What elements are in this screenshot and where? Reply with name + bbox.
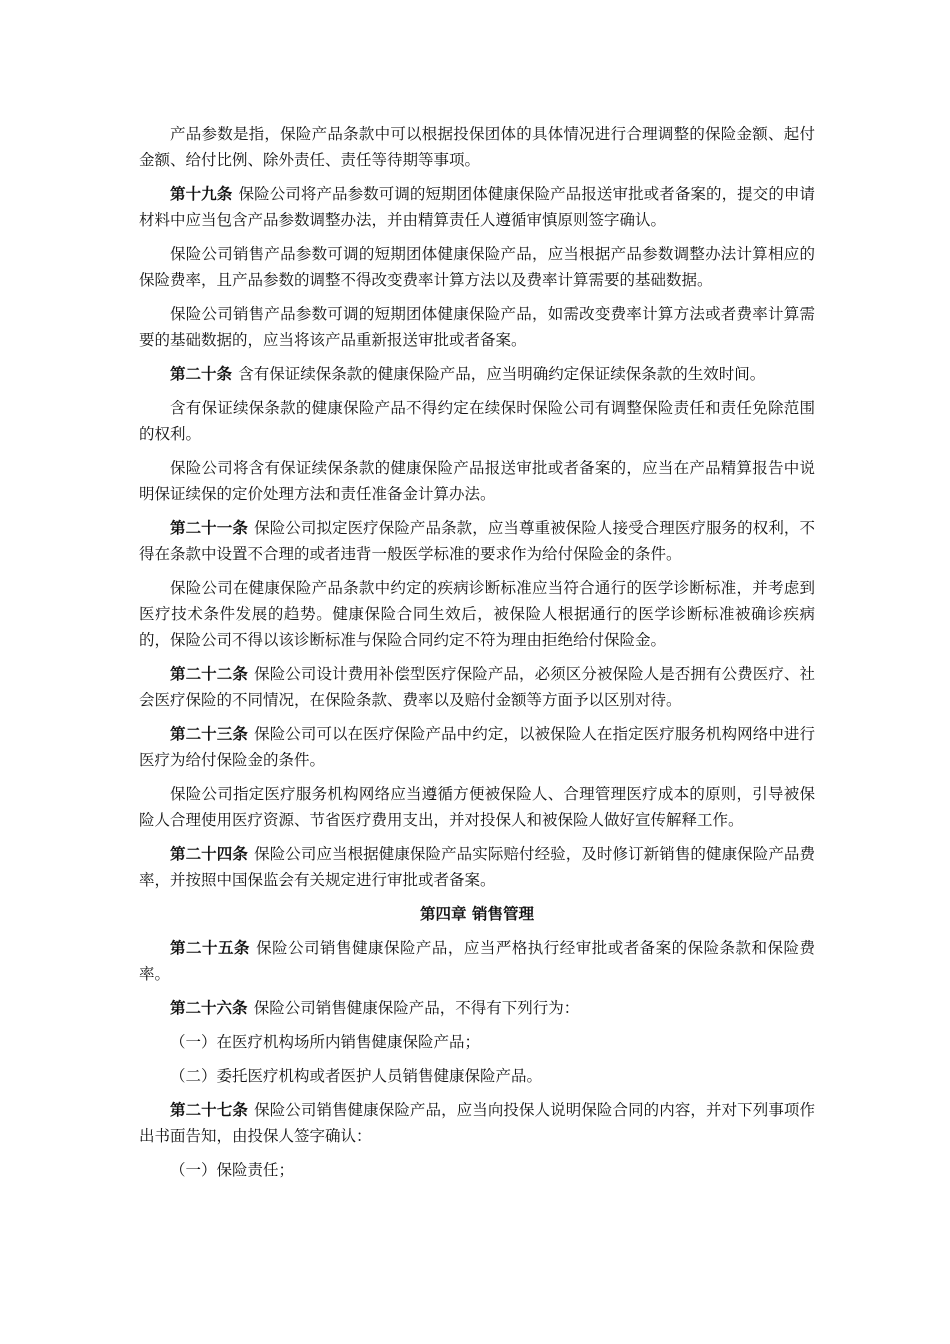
article-26: 第二十六条 保险公司销售健康保险产品，不得有下列行为： [170, 998, 580, 1017]
article-number: 第二十五条 [170, 938, 250, 957]
article-number: 第二十二条 [170, 664, 248, 683]
article-25: 第二十五条 保险公司销售健康保险产品，应当严格执行经审批或者备案的保险条款和保险费率。 [139, 938, 815, 983]
article-24: 第二十四条 保险公司应当根据健康保险产品实际赔付经验，及时修订新销售的健康保险产品费率，并按照中国保监会有关规定进行审批或者备案。 [139, 844, 815, 889]
article-number: 第二十一条 [170, 518, 248, 537]
paragraph: 保险公司将含有保证续保条款的健康保险产品报送审批或者备案的，应当在产品精算报告中说明保证续保的定价处理方法和责任准备金计算办法。 [139, 459, 815, 503]
article-22: 第二十二条 保险公司设计费用补偿型医疗保险产品，必须区分被保险人是否拥有公费医疗、社会医疗保险的不同情况，在保险条款、费率以及赔付金额等方面予以区别对待。 [139, 664, 815, 709]
list-item: （二）委托医疗机构或者医护人员销售健康保险产品。 [170, 1067, 543, 1085]
article-number: 第二十条 [170, 364, 233, 383]
paragraph: 产品参数是指，保险产品条款中可以根据投保团体的具体情况进行合理调整的保险金额、起付金额、给付比例、除外责任、责任等待期等事项。 [139, 125, 815, 169]
list-item: （一）保险责任； [170, 1161, 295, 1179]
article-number: 第二十六条 [170, 998, 248, 1017]
paragraph: 保险公司销售产品参数可调的短期团体健康保险产品，如需改变费率计算方法或者费率计算需要的基础数据的，应当将该产品重新报送审批或者备案。 [139, 305, 815, 349]
list-item: （一）在医疗机构场所内销售健康保险产品； [170, 1033, 481, 1051]
article-19: 第十九条 保险公司将产品参数可调的短期团体健康保险产品报送审批或者备案的，提交的申请材料中应当包含产品参数调整办法，并由精算责任人遵循审慎原则签字确认。 [139, 184, 815, 229]
article-number: 第二十四条 [170, 844, 248, 863]
paragraph: 保险公司在健康保险产品条款中约定的疾病诊断标准应当符合通行的医学诊断标准，并考虑到医疗技术条件发展的趋势。健康保险合同生效后，被保险人根据通行的医学诊断标准被确诊疾病的，保险公司不得以该诊断标准与保险合同约定不符为理由拒绝给付保险金。 [139, 579, 815, 649]
article-21: 第二十一条 保险公司拟定医疗保险产品条款，应当尊重被保险人接受合理医疗服务的权利，不得在条款中设置不合理的或者违背一般医学标准的要求作为给付保险金的条件。 [139, 518, 815, 563]
article-27: 第二十七条 保险公司销售健康保险产品，应当向投保人说明保险合同的内容，并对下列事项作出书面告知，由投保人签字确认： [139, 1100, 815, 1145]
document-page [139, 121, 815, 1191]
article-23: 第二十三条 保险公司可以在医疗保险产品中约定，以被保险人在指定医疗服务机构网络中进行医疗为给付保险金的条件。 [139, 724, 815, 769]
article-number: 第二十七条 [170, 1100, 248, 1119]
article-number: 第二十三条 [170, 724, 248, 743]
paragraph: 保险公司销售产品参数可调的短期团体健康保险产品，应当根据产品参数调整办法计算相应的保险费率，且产品参数的调整不得改变费率计算方法以及费率计算需要的基础数据。 [139, 245, 815, 289]
article-number: 第十九条 [170, 184, 233, 203]
article-20: 第二十条 含有保证续保条款的健康保险产品，应当明确约定保证续保条款的生效时间。 [170, 364, 766, 383]
paragraph: 保险公司指定医疗服务机构网络应当遵循方便被保险人、合理管理医疗成本的原则，引导被保险人合理使用医疗资源、节省医疗费用支出，并对投保人和被保险人做好宣传解释工作。 [139, 785, 815, 829]
paragraph: 含有保证续保条款的健康保险产品不得约定在续保时保险公司有调整保险责任和责任免除范围的权利。 [139, 399, 815, 443]
chapter-heading: 第四章 销售管理 [420, 904, 534, 923]
